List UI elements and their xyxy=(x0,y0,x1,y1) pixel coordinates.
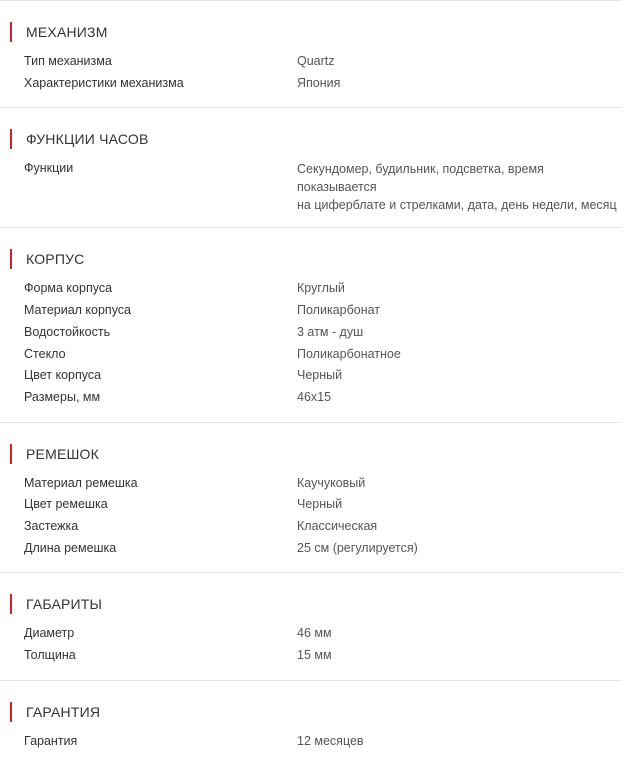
section-accent-bar xyxy=(10,594,12,614)
spec-label: Длина ремешка xyxy=(24,540,117,555)
spec-value: Каучуковый xyxy=(297,475,366,490)
spec-label: Материал ремешка xyxy=(24,475,138,490)
section-title-text: ГАБАРИТЫ xyxy=(26,596,103,613)
spec-value: 15 мм xyxy=(297,648,332,663)
spec-value: 46x15 xyxy=(297,389,332,404)
section-accent-bar xyxy=(10,129,12,149)
section-title-text: КОРПУС xyxy=(26,251,85,268)
section-strap xyxy=(0,423,622,574)
section-title-text: ФУНКЦИИ ЧАСОВ xyxy=(26,131,149,148)
spec-value: Классическая xyxy=(297,519,378,534)
spec-row xyxy=(0,473,622,495)
section-mechanism xyxy=(0,1,622,108)
spec-row xyxy=(0,344,622,366)
spec-label: Застежка xyxy=(24,519,79,534)
spec-label: Функции xyxy=(24,161,74,176)
spec-row xyxy=(0,300,622,322)
spec-label: Цвет ремешка xyxy=(24,497,108,512)
section-accent-bar xyxy=(10,702,12,722)
section-title xyxy=(10,702,622,722)
spec-row xyxy=(0,538,622,560)
section-dimensions xyxy=(0,573,622,680)
spec-label: Стекло xyxy=(24,346,66,361)
section-accent-bar xyxy=(10,444,12,464)
section-accent-bar xyxy=(10,249,12,269)
section-case xyxy=(0,228,622,422)
section-title-text: МЕХАНИЗМ xyxy=(26,24,108,40)
spec-row xyxy=(0,387,622,409)
spec-row xyxy=(0,365,622,387)
section-title xyxy=(10,594,622,614)
spec-row xyxy=(0,623,622,645)
section-title xyxy=(10,129,622,149)
spec-row xyxy=(0,645,622,667)
section-watch-functions xyxy=(0,108,622,228)
spec-row xyxy=(0,731,622,753)
section-title-text: РЕМЕШОК xyxy=(26,445,99,462)
spec-value: Секундомер, будильник, подсветка, время показывается на циферблате и стрелками, дата, день недели, месяц xyxy=(297,162,617,213)
spec-row xyxy=(0,51,622,73)
section-accent-bar xyxy=(10,22,12,42)
spec-label: Толщина xyxy=(24,648,76,663)
section-title xyxy=(10,249,622,269)
spec-row xyxy=(0,158,622,214)
spec-row xyxy=(0,516,622,538)
spec-label: Размеры, мм xyxy=(24,389,101,404)
spec-value: Круглый xyxy=(297,281,345,296)
spec-label: Характеристики механизма xyxy=(24,75,184,90)
section-title xyxy=(10,22,622,42)
spec-row xyxy=(0,322,622,344)
spec-label: Форма корпуса xyxy=(24,281,113,296)
spec-value: 12 месяцев xyxy=(297,733,364,748)
spec-row xyxy=(0,494,622,516)
spec-row xyxy=(0,278,622,300)
spec-value: Черный xyxy=(297,497,343,512)
section-title-text: ГАРАНТИЯ xyxy=(26,703,101,720)
spec-value: Япония xyxy=(297,75,341,90)
spec-label: Диаметр xyxy=(24,626,75,641)
spec-label: Цвет корпуса xyxy=(24,368,102,383)
spec-label: Тип механизма xyxy=(24,54,112,68)
spec-value: 46 мм xyxy=(297,626,332,641)
spec-value: Quartz xyxy=(297,54,335,68)
spec-value: Черный xyxy=(297,368,343,383)
spec-value: 25 см (регулируется) xyxy=(297,540,418,555)
spec-value: Поликарбонатное xyxy=(297,346,401,361)
spec-label: Материал корпуса xyxy=(24,303,132,318)
section-title xyxy=(10,444,622,464)
spec-row xyxy=(0,73,622,95)
spec-value: 3 атм - душ xyxy=(297,324,364,339)
spec-label: Гарантия xyxy=(24,733,78,748)
spec-label: Водостойкость xyxy=(24,324,111,339)
spec-value: Поликарбонат xyxy=(297,303,381,318)
section-warranty xyxy=(0,681,622,766)
